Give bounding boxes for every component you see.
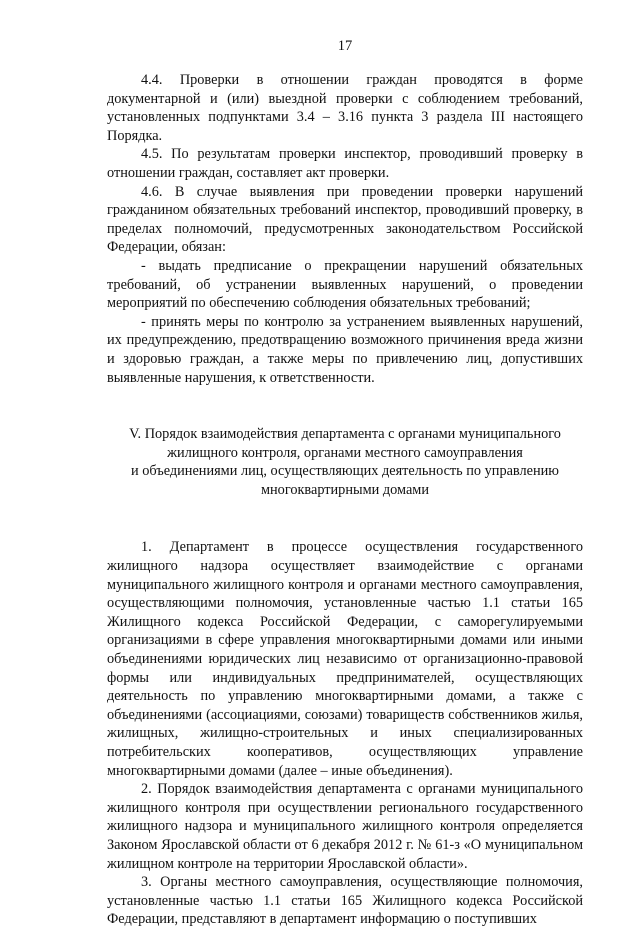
section-heading-line: V. Порядок взаимодействия департамента с органами муниципального	[129, 426, 561, 443]
page-number: 17	[337, 38, 353, 54]
paragraph-5-3: 3. Органы местного самоуправления, осуществляющие полномочия, установленные частью 1.1 статьи 165 Жилищного кодекса Российской Федерации, представляют в департамент информацию о поступивших	[107, 874, 583, 928]
section-heading	[107, 425, 583, 499]
paragraph-4-4: 4.4. Проверки в отношении граждан проводятся в форме документарной и (или) выездной проверки с соблюдением требований, установленных подпунктами 3.4 – 3.16 пункта 3 раздела III настоящего Порядка.	[107, 72, 583, 144]
section-heading-line: многоквартирными домами	[260, 481, 430, 498]
document-body	[107, 71, 583, 929]
paragraph-4-5: 4.5. По результатам проверки инспектор, проводивший проверку в отношении граждан, составляет акт проверки.	[107, 146, 583, 181]
paragraph-5-1: 1. Департамент в процессе осуществления государственного жилищного надзора осуществляет взаимодействие с органами муниципального жилищного контроля и органами местного самоуправления, осуществляющими полномочия, установленные частью 1.1 статьи 165 Жилищного кодекса Российской Федерации, с саморегулируемыми организациями в сфере управления многоквартирными домами или иными объединениями юридических лиц независимо от организационно-правовой формы или индивидуальных предпринимателей, осуществляющих деятельность по управлению многоквартирными домами, а также с объединениями (ассоциациями, союзами) товариществ собственников жилья, жилищных, жилищно-строительных и иных специализированных потребительских кооперативов, осуществляющих управление многоквартирными домами (далее – иные объединения).	[107, 539, 583, 779]
section-heading-line: жилищного контроля, органами местного самоуправления	[167, 444, 523, 461]
paragraph-4-6-item-2: - принять меры по контролю за устранением выявленных нарушений, их предупреждению, предотвращению возможного причинения вреда жизни и здоровью граждан, а также меры по привлечению лиц, допустивших выявленные нарушения, к ответственности.	[107, 313, 583, 386]
paragraph-4-6-item-1: - выдать предписание о прекращении нарушений обязательных требований, об устранении выявленных нарушений, о проведении мероприятий по обеспечению соблюдения обязательных требований;	[107, 257, 583, 312]
paragraph-4-6: 4.6. В случае выявления при проведении проверки нарушений гражданином обязательных требований инспектор, проводивший проверку, в пределах полномочий, предусмотренных законодательством Российской Федерации, обязан:	[107, 183, 583, 256]
paragraph-5-2: 2. Порядок взаимодействия департамента с органами муниципального жилищного контроля при осуществлении регионального государственного жилищного надзора и муниципального жилищного контроля определяется Законом Ярославской области от 6 декабря 2012 г. № 61-з «О муниципальном жилищном контроле на территории Ярославской области».	[107, 781, 583, 872]
section-heading-line: и объединениями лиц, осуществляющих деятельность по управлению	[131, 463, 559, 480]
